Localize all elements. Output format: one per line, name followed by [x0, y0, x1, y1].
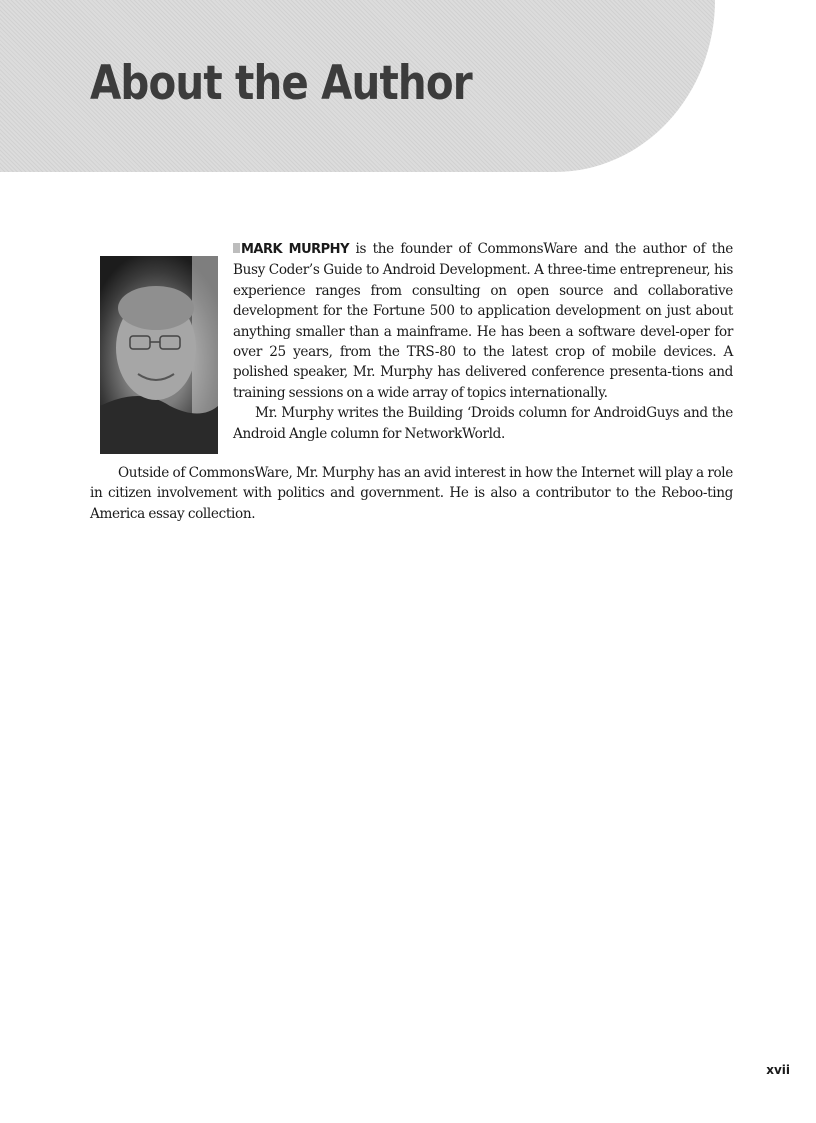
- author-photo: [100, 256, 218, 454]
- page-number: xvii: [766, 1063, 790, 1077]
- author-portrait-illustration: [100, 256, 218, 454]
- author-bio: [233, 239, 733, 444]
- author-name: MARK MURPHY: [241, 242, 349, 257]
- bio-paragraph-1-text: is the founder of CommonsWare and the author of the Busy Coder’s Guide to Android Development. A three-time entrepreneur, his experience ranges from consulting on open source and collaborative development for the Fortune 500 to application development on just about anything smaller than a mainframe. He has been a software devel-oper for over 25 years, from the TRS-80 to the latest crop of mobile devices. A polished speaker, Mr. Murphy has delivered conference presenta-tions and training sessions on a wide array of topics internationally.: [233, 241, 734, 401]
- name-marker-icon: [233, 243, 240, 253]
- bio-paragraph-2: Mr. Murphy writes the Building ‘Droids column for AndroidGuys and the Android Angle column for NetworkWorld.: [233, 405, 733, 442]
- bio-paragraph-3: Outside of CommonsWare, Mr. Murphy has an avid interest in how the Internet will play a role in citizen involvement with politics and government. He is also a contributor to the Reboo-ting America essay collection.: [90, 465, 733, 522]
- bio-paragraph-1: [233, 239, 733, 403]
- chapter-title: About the Author: [90, 56, 472, 111]
